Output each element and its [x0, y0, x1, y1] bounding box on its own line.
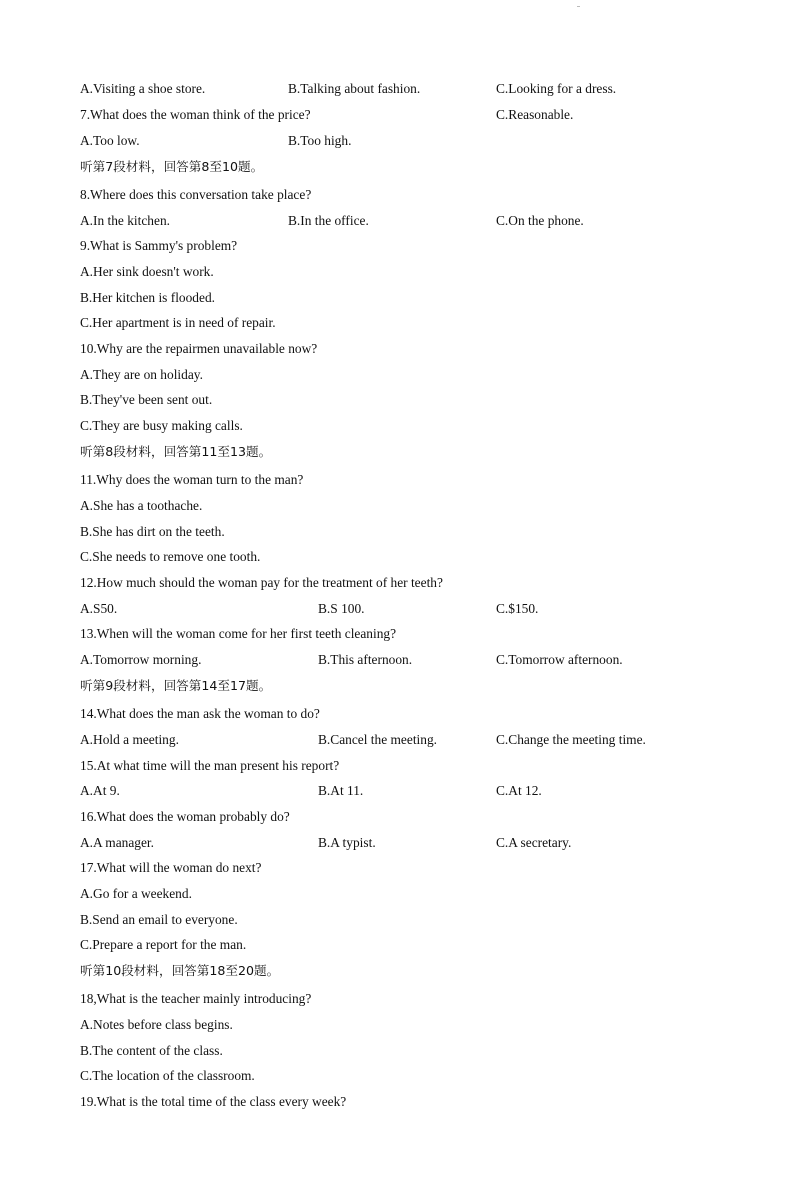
section-instruction: 听第8段材料，回答第11至13题。	[80, 444, 272, 459]
option-a: A.In the kitchen.	[80, 213, 170, 228]
question: 17.What will the woman do next?	[80, 860, 262, 875]
question: 13.When will the woman come for her first teeth cleaning?	[80, 626, 397, 641]
question: 11.Why does the woman turn to the man?	[80, 472, 304, 487]
option-b: B.Talking about fashion.	[288, 81, 421, 96]
section-instruction: 听第10段材料，回答第18至20题。	[80, 963, 280, 978]
question: 18,What is the teacher mainly introducing?	[80, 991, 312, 1006]
scan-mark	[577, 6, 580, 7]
option-a: A.Too low.	[80, 133, 140, 148]
option-a: A.Her sink doesn't work.	[80, 264, 214, 279]
option-a: A.Tomorrow morning.	[80, 652, 202, 667]
question: 7.What does the woman think of the price?	[80, 107, 311, 122]
option-a: A.Notes before class begins.	[80, 1017, 233, 1032]
question: 19.What is the total time of the class every week?	[80, 1094, 347, 1109]
option-a: A.Hold a meeting.	[80, 732, 179, 747]
option-c: C.Prepare a report for the man.	[80, 937, 247, 952]
option-b: B.They've been sent out.	[80, 392, 213, 407]
question: 10.Why are the repairmen unavailable now?	[80, 341, 318, 356]
question: 14.What does the man ask the woman to do?	[80, 706, 320, 721]
question: 9.What is Sammy's problem?	[80, 238, 238, 253]
option-c: C.Change the meeting time.	[496, 732, 646, 747]
option-a: A.Visiting a shoe store.	[80, 81, 206, 96]
question: 8.Where does this conversation take place?	[80, 187, 312, 202]
option-c: C.The location of the classroom.	[80, 1068, 255, 1083]
option-a: A.A manager.	[80, 835, 155, 850]
option-c: C.Tomorrow afternoon.	[496, 652, 623, 667]
option-c: C.At 12.	[496, 783, 542, 798]
option-c: C.Reasonable.	[496, 107, 574, 122]
option-b: B.A typist.	[318, 835, 376, 850]
option-c: C.Looking for a dress.	[496, 81, 617, 96]
option-c: C.$150.	[496, 601, 539, 616]
option-b: B.Her kitchen is flooded.	[80, 290, 215, 305]
option-b: B.The content of the class.	[80, 1043, 223, 1058]
option-c: C.They are busy making calls.	[80, 418, 243, 433]
question: 16.What does the woman probably do?	[80, 809, 290, 824]
option-a: A.Go for a weekend.	[80, 886, 192, 901]
section-instruction: 听第9段材料，回答第14至17题。	[80, 678, 272, 693]
option-c: C.A secretary.	[496, 835, 572, 850]
option-a: A.S50.	[80, 601, 118, 616]
option-b: B.In the office.	[288, 213, 369, 228]
section-instruction: 听第7段材料，回答第8至10题。	[80, 159, 264, 174]
option-c: C.She needs to remove one tooth.	[80, 549, 261, 564]
option-c: C.Her apartment is in need of repair.	[80, 315, 276, 330]
option-b: B.Send an email to everyone.	[80, 912, 238, 927]
option-b: B.She has dirt on the teeth.	[80, 524, 225, 539]
option-b: B.This afternoon.	[318, 652, 413, 667]
option-b: B.At 11.	[318, 783, 364, 798]
option-a: A.They are on holiday.	[80, 367, 203, 382]
question: 12.How much should the woman pay for the treatment of her teeth?	[80, 575, 443, 590]
option-b: B.Cancel the meeting.	[318, 732, 437, 747]
option-b: B.Too high.	[288, 133, 352, 148]
option-a: A.She has a toothache.	[80, 498, 203, 513]
option-a: A.At 9.	[80, 783, 120, 798]
option-b: B.S 100.	[318, 601, 365, 616]
question: 15.At what time will the man present his report?	[80, 758, 340, 773]
option-c: C.On the phone.	[496, 213, 584, 228]
